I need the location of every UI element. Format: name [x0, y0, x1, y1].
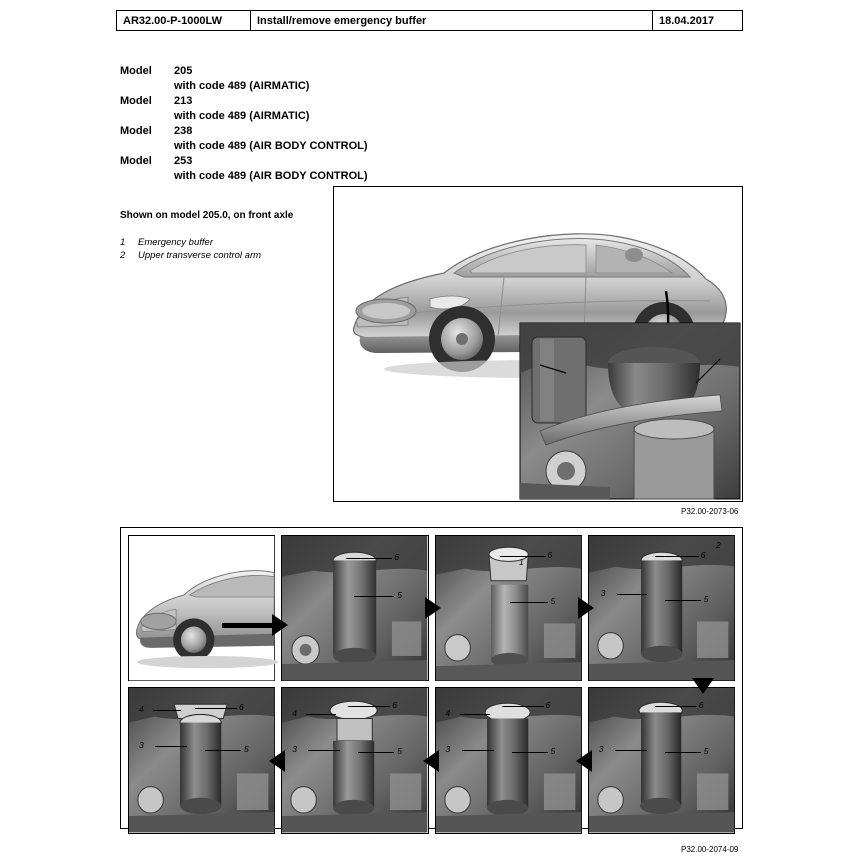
callout-6: 6	[698, 700, 704, 711]
model-list	[120, 64, 368, 184]
model-value: 213	[174, 95, 193, 107]
callout-6: 6	[700, 550, 706, 560]
callout-4: 4	[139, 704, 144, 715]
document-id: AR32.00-P-1000LW	[117, 11, 251, 30]
callout-6: 6	[545, 700, 551, 711]
leader-line	[615, 750, 647, 751]
step-2-photo	[436, 536, 581, 680]
pointer-line	[222, 623, 276, 628]
leader-line	[655, 706, 697, 707]
panel-step-2	[435, 535, 582, 681]
callout-2: 2	[716, 540, 721, 550]
flow-arrow	[269, 750, 285, 772]
callout-5: 5	[244, 744, 249, 755]
model-value: 238	[174, 125, 193, 137]
callout-3: 3	[600, 588, 606, 598]
leader-line	[512, 752, 548, 753]
callout-6: 6	[394, 552, 399, 562]
callout-1: 1	[519, 557, 524, 567]
callout-5: 5	[703, 746, 709, 757]
legend-item-number: 2	[120, 250, 126, 261]
leader-line	[358, 752, 394, 753]
legend-item	[120, 249, 261, 262]
legend-item-label: Upper transverse control arm	[138, 250, 262, 261]
model-label: Model	[120, 95, 152, 107]
callout-5: 5	[550, 596, 556, 606]
document-date: 18.04.2017	[652, 11, 742, 30]
callout-3: 3	[292, 744, 297, 755]
figure-1-graphic	[334, 187, 742, 501]
callout-3: 3	[139, 740, 144, 751]
leader-line	[195, 708, 237, 709]
callout-4: 4	[445, 708, 451, 719]
leader-line	[153, 710, 181, 711]
leader-line	[510, 602, 548, 603]
model-code-note: with code 489 (AIRMATIC)	[174, 110, 310, 122]
leader-line	[205, 750, 241, 751]
model-value: 205	[174, 65, 193, 77]
callout-5: 5	[397, 590, 402, 600]
panel-step-5	[435, 687, 582, 833]
panel-step-7	[128, 687, 275, 833]
step-5-photo	[436, 688, 581, 832]
model-row	[120, 124, 368, 139]
model-value: 253	[174, 155, 193, 167]
panel-step-6	[281, 687, 428, 833]
flow-arrow	[578, 597, 594, 619]
callout-5: 5	[550, 746, 556, 757]
vehicle-thumbnail	[129, 536, 274, 680]
leader-line	[306, 714, 336, 715]
legend-item	[120, 236, 261, 249]
step-7-photo	[129, 688, 274, 832]
flow-arrow	[423, 750, 439, 772]
model-row	[120, 64, 368, 79]
leader-line	[155, 746, 187, 747]
figure-2-caption: P32.00-2074-09	[681, 845, 739, 854]
callout-3: 3	[598, 744, 604, 755]
model-code-note: with code 489 (AIR BODY CONTROL)	[174, 170, 368, 182]
leader-line	[502, 706, 544, 707]
document-title: Install/remove emergency buffer	[257, 14, 427, 27]
legend-item-label: Emergency buffer	[138, 237, 213, 248]
model-label: Model	[120, 125, 152, 137]
model-code-note: with code 489 (AIR BODY CONTROL)	[174, 140, 368, 152]
figure-1-caption: P32.00-2073-06	[681, 507, 739, 516]
legend-title: Shown on model 205.0, on front axle	[120, 210, 294, 221]
callout-4: 4	[292, 708, 297, 719]
callout-5: 5	[397, 746, 402, 757]
leader-line	[655, 556, 699, 557]
document-header	[116, 10, 743, 31]
model-code-note: with code 489 (AIRMATIC)	[174, 80, 310, 92]
legend-item-number: 1	[120, 237, 126, 248]
callout-6: 6	[239, 702, 244, 713]
leader-line	[462, 750, 494, 751]
panel-step-3	[588, 535, 735, 681]
leader-line	[354, 596, 394, 597]
callout-6: 6	[547, 550, 553, 560]
step-6-photo	[282, 688, 427, 832]
leader-line	[460, 714, 490, 715]
model-row	[120, 94, 368, 109]
leader-line	[665, 600, 701, 601]
legend-list	[120, 236, 261, 262]
callout-5: 5	[703, 594, 709, 604]
leader-line	[348, 706, 390, 707]
panel-step-1	[281, 535, 428, 681]
leader-line	[665, 752, 701, 753]
model-row	[120, 154, 368, 169]
leader-line	[308, 750, 340, 751]
callout-6: 6	[392, 700, 397, 711]
model-label: Model	[120, 65, 152, 77]
flow-arrow	[576, 750, 592, 772]
panel-vehicle-overview	[128, 535, 275, 681]
leader-line	[346, 558, 392, 559]
leader-line	[617, 594, 647, 595]
pointer-arrow	[272, 614, 288, 636]
flow-arrow	[425, 597, 441, 619]
callout-3: 3	[445, 744, 451, 755]
step-3-photo	[589, 536, 734, 680]
figure-procedure-steps	[120, 527, 743, 829]
panel-step-4	[588, 687, 735, 833]
step-4-photo	[589, 688, 734, 832]
flow-arrow	[692, 678, 714, 694]
model-label: Model	[120, 155, 152, 167]
